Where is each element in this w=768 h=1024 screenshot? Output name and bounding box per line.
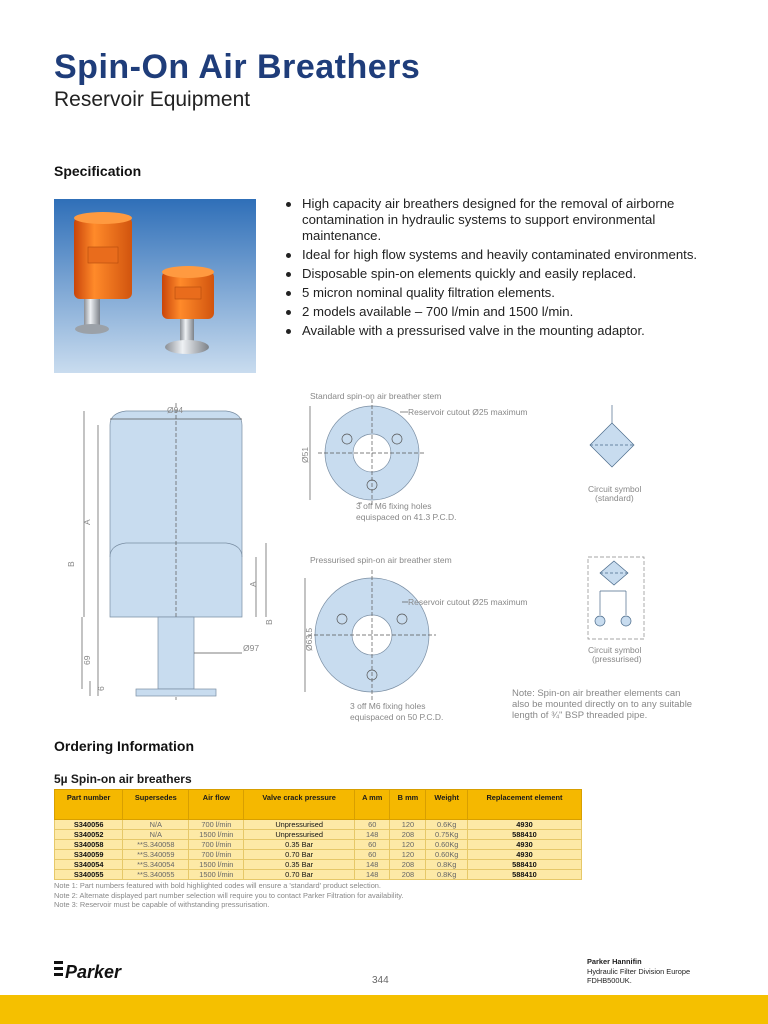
col-supersedes: Supersedes [123, 790, 189, 820]
cell: 0.8Kg [426, 870, 468, 880]
table-row [55, 860, 582, 870]
specification-heading: Specification [54, 163, 142, 179]
circuit-pressurised-line2: (pressurised) [592, 654, 642, 664]
cell: 0.70 Bar [244, 870, 355, 880]
col-a-mm: A mm [354, 790, 390, 820]
cell: Unpressurised [244, 830, 355, 840]
cell: **S.340054 [123, 860, 189, 870]
page-number: 344 [372, 975, 389, 986]
note-line-3: length of ¾" BSP threaded pipe. [512, 710, 648, 721]
product-photo [54, 199, 256, 373]
cell: 120 [390, 850, 426, 860]
company-name: Parker Hannifin [587, 957, 642, 966]
ordering-notes [54, 881, 403, 910]
cell: 148 [354, 860, 390, 870]
cell: 208 [390, 860, 426, 870]
pressurised-fixing-line1: 3 off M6 fixing holes [350, 701, 426, 711]
note-2: Note 2: Alternate displayed part number selection will require you to contact Parker Filtration for availability. [54, 890, 404, 900]
page-subtitle: Reservoir Equipment [54, 88, 251, 111]
standard-cutout-label: Reservoir cutout Ø25 maximum [408, 407, 528, 417]
cell: N/A [123, 830, 189, 840]
cell: 0.60Kg [426, 840, 468, 850]
col-air-flow: Air flow [189, 790, 244, 820]
circuit-standard-line2: (standard) [595, 493, 634, 503]
col-replacement-element: Replacement element [467, 790, 581, 820]
ordering-subheading: 5µ Spin-on air breathers [54, 772, 192, 786]
standard-fixing-line1: 3 off M6 fixing holes [356, 501, 432, 511]
standard-fixing-line2: equispaced on 41.3 P.C.D. [356, 512, 457, 522]
ordering-heading: Ordering Information [54, 738, 194, 754]
dim-d51: Ø51 [300, 446, 310, 463]
specification-list [284, 196, 724, 342]
logo-text: Parker [65, 962, 122, 982]
cell: 0.70 Bar [244, 850, 355, 860]
list-item: Ideal for high flow systems and heavily contaminated environments. [284, 247, 724, 263]
cell: 0.75Kg [426, 830, 468, 840]
dim-a-small: A [248, 581, 258, 587]
pressurised-stem-label: Pressurised spin-on air breather stem [310, 555, 452, 565]
dim-b-large: B [66, 561, 76, 567]
cell: S340059 [55, 850, 123, 860]
technical-drawing [60, 385, 710, 730]
cell: N/A [123, 820, 189, 830]
cell: 60 [354, 840, 390, 850]
cell: 208 [390, 870, 426, 880]
cell: 700 l/min [189, 820, 244, 830]
footer-info [587, 957, 690, 986]
list-item: Available with a pressurised valve in the mounting adaptor. [284, 323, 724, 339]
table-row [55, 820, 582, 830]
table-header-row [55, 790, 582, 820]
cell: 120 [390, 840, 426, 850]
cell: 60 [354, 850, 390, 860]
list-item: Disposable spin-on elements quickly and easily replaced. [284, 266, 724, 282]
cell: 1500 l/min [189, 870, 244, 880]
cell: 148 [354, 830, 390, 840]
dim-d63-5: Ø63.5 [304, 627, 314, 651]
table-row [55, 840, 582, 850]
note-3: Note 3: Reservoir must be capable of withstanding pressurisation. [54, 900, 270, 910]
dim-69: 69 [82, 655, 92, 665]
col-valve-crack-pressure: Valve crack pressure [244, 790, 355, 820]
cell: 1500 l/min [189, 860, 244, 870]
note-1: Note 1: Part numbers featured with bold highlighted codes will ensure a 'standard' product selection. [54, 881, 381, 890]
table-row [55, 850, 582, 860]
parker-logo [54, 957, 130, 985]
circuit-pressurised-line1: Circuit symbol [588, 645, 642, 655]
dim-d97: Ø97 [243, 643, 260, 653]
cell: 0.8Kg [426, 860, 468, 870]
dim-b-small: B [264, 619, 274, 625]
col-weight: Weight [426, 790, 468, 820]
page-title: Spin-On Air Breathers [54, 48, 421, 86]
circuit-standard-line1: Circuit symbol [588, 484, 642, 494]
cell: S340058 [55, 840, 123, 850]
cell: 588410 [467, 860, 581, 870]
cell: 588410 [467, 830, 581, 840]
cell: S340055 [55, 870, 123, 880]
list-item: 2 models available – 700 l/min and 1500 l/min. [284, 304, 724, 320]
cell: 588410 [467, 870, 581, 880]
cell: **S.340058 [123, 840, 189, 850]
note-line-2: also be mounted directly on to any suitable [512, 699, 693, 710]
cell: 1500 l/min [189, 830, 244, 840]
cell: 120 [390, 820, 426, 830]
table-row [55, 830, 582, 840]
cell: 700 l/min [189, 850, 244, 860]
cell: 4930 [467, 820, 581, 830]
cell: 0.35 Bar [244, 840, 355, 850]
list-item: High capacity air breathers designed for the removal of airborne contamination in hydraulic systems to support environmental maintenance. [284, 196, 724, 244]
division-name: Hydraulic Filter Division Europe [587, 966, 691, 976]
cell: 4930 [467, 840, 581, 850]
cell: 208 [390, 830, 426, 840]
list-item: 5 micron nominal quality filtration elements. [284, 285, 724, 301]
cell: S340056 [55, 820, 123, 830]
cell: **S.340055 [123, 870, 189, 880]
standard-stem-label: Standard spin-on air breather stem [310, 391, 442, 401]
dim-d94: Ø94 [167, 405, 184, 415]
cell: S340054 [55, 860, 123, 870]
cell: **S.340059 [123, 850, 189, 860]
cell: 0.6Kg [426, 820, 468, 830]
dim-a-large: A [82, 519, 92, 525]
cell: Unpressurised [244, 820, 355, 830]
note-line-1: Note: Spin-on air breather elements can [512, 688, 681, 699]
col-part-number: Part number [55, 790, 123, 820]
pressurised-cutout-label: Reservoir cutout Ø25 maximum [408, 597, 528, 607]
catalogue-code: FDHB500UK. [587, 976, 632, 986]
cell: 60 [354, 820, 390, 830]
cell: 700 l/min [189, 840, 244, 850]
table-row [55, 870, 582, 880]
footer-band [0, 995, 768, 1024]
dim-6: 6 [96, 686, 106, 691]
cell: 4930 [467, 850, 581, 860]
col-b-mm: B mm [390, 790, 426, 820]
cell: S340052 [55, 830, 123, 840]
ordering-table [54, 789, 582, 880]
pressurised-fixing-line2: equispaced on 50 P.C.D. [350, 712, 444, 722]
cell: 0.35 Bar [244, 860, 355, 870]
cell: 148 [354, 870, 390, 880]
cell: 0.60Kg [426, 850, 468, 860]
